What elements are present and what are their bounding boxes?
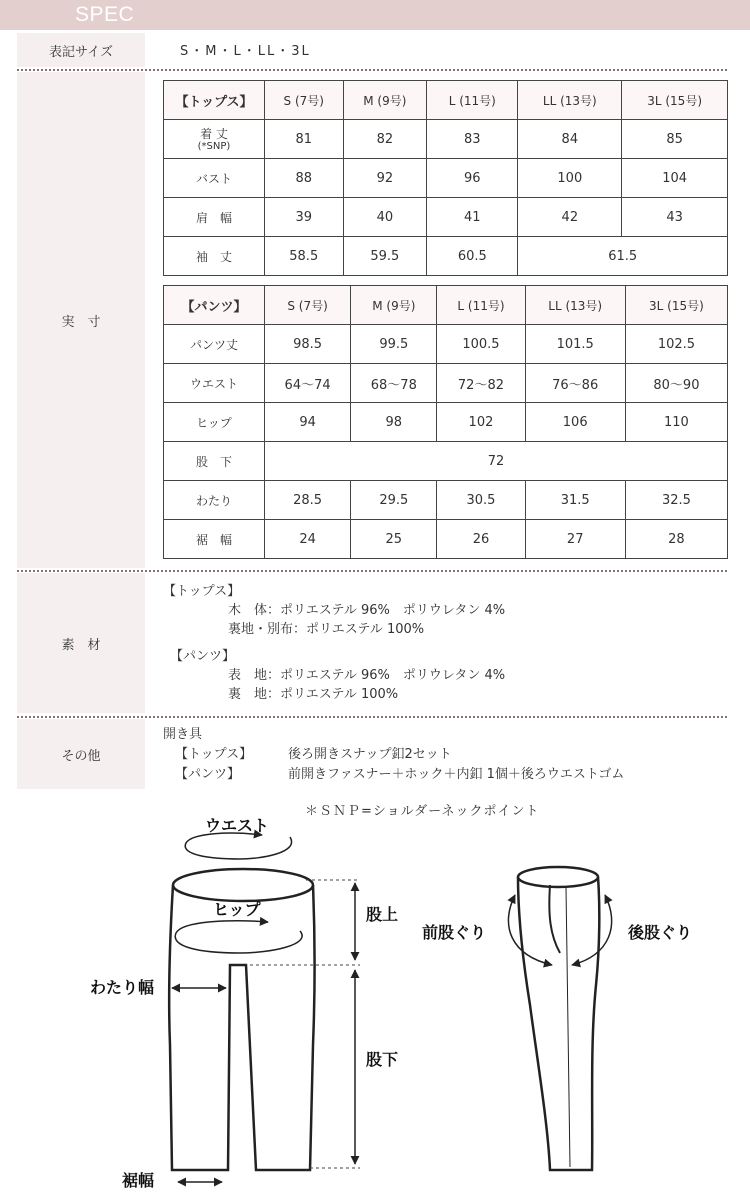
row-label: 肩 幅 xyxy=(164,198,265,237)
table-cell: 88 xyxy=(265,159,344,198)
table-row xyxy=(164,481,728,520)
table-cell: 106 xyxy=(525,403,625,442)
row-label: わたり xyxy=(164,481,265,520)
hip-arrow xyxy=(175,921,302,953)
table-cell: 80〜90 xyxy=(625,364,727,403)
table-cell: 102.5 xyxy=(625,325,727,364)
table-cell: 84 xyxy=(518,120,622,159)
material-tops-title: 【トップス】 xyxy=(163,584,241,599)
row-label: ウエスト xyxy=(164,364,265,403)
table-cell: 28.5 xyxy=(265,481,351,520)
row-label: パンツ丈 xyxy=(164,325,265,364)
table-cell: 39 xyxy=(265,198,344,237)
table-cell: 83 xyxy=(427,120,518,159)
table-cell: 59.5 xyxy=(343,237,427,276)
pants-table-title: 【パンツ】 xyxy=(164,286,265,325)
table-cell: 94 xyxy=(265,403,351,442)
material-tops-line1: 木 体：ポリエステル 96% ポリウレタン 4% xyxy=(228,603,506,618)
table-cell: 24 xyxy=(265,520,351,559)
guide-lines xyxy=(250,880,360,1168)
rise-text: 股上 xyxy=(366,905,399,924)
table-cell: 64〜74 xyxy=(265,364,351,403)
pants-side-illustration xyxy=(518,867,599,1170)
closure-pants-label: 【パンツ】 xyxy=(175,767,241,782)
inseam-text: 股下 xyxy=(366,1050,399,1069)
column-header: LL (13号) xyxy=(525,286,625,325)
closure-tops-value: 後ろ開きスナップ釦2セット xyxy=(288,747,452,762)
table-cell: 29.5 xyxy=(351,481,437,520)
table-cell: 31.5 xyxy=(525,481,625,520)
table-cell: 104 xyxy=(622,159,728,198)
spec-title: SPEC xyxy=(75,3,135,26)
table-row xyxy=(164,364,728,403)
column-header: S (7号) xyxy=(265,286,351,325)
column-header: M (9号) xyxy=(343,81,427,120)
closure-pants-value: 前開きファスナー＋ホック＋内釦 1個＋後ろウエストゴム xyxy=(288,767,625,782)
column-header: L (11号) xyxy=(437,286,525,325)
tops-table-title: 【トップス】 xyxy=(164,81,265,120)
table-cell: 99.5 xyxy=(351,325,437,364)
front-rise-arrow xyxy=(508,895,552,965)
table-row xyxy=(164,520,728,559)
row-label: 股 下 xyxy=(164,442,265,481)
column-header: LL (13号) xyxy=(518,81,622,120)
row-label: 袖 丈 xyxy=(164,237,265,276)
divider xyxy=(17,69,727,71)
table-cell: 43 xyxy=(622,198,728,237)
closure-title: 開き具 xyxy=(163,727,203,742)
column-header: 3L (15号) xyxy=(625,286,727,325)
column-header: M (9号) xyxy=(351,286,437,325)
table-row xyxy=(164,159,728,198)
table-cell: 102 xyxy=(437,403,525,442)
spec-header xyxy=(0,0,750,30)
table-cell: 82 xyxy=(343,120,427,159)
table-cell: 81 xyxy=(265,120,344,159)
table-cell: 41 xyxy=(427,198,518,237)
tops-size-table xyxy=(163,80,728,276)
table-row xyxy=(164,198,728,237)
front-rise-text: 前股ぐり xyxy=(422,923,487,942)
snp-sublabel: (*SNP) xyxy=(197,140,231,152)
table-cell: 98.5 xyxy=(265,325,351,364)
table-cell: 30.5 xyxy=(437,481,525,520)
material-pants-line1: 表 地：ポリエステル 96% ポリウレタン 4% xyxy=(228,668,506,683)
table-cell: 72〜82 xyxy=(437,364,525,403)
table-row xyxy=(164,403,728,442)
table-cell: 100.5 xyxy=(437,325,525,364)
thigh-text: わたり幅 xyxy=(90,978,155,997)
divider xyxy=(17,570,727,572)
material-pants-line2: 裏 地：ポリエステル 100% xyxy=(228,687,399,702)
table-cell: 27 xyxy=(525,520,625,559)
table-cell: 68〜78 xyxy=(351,364,437,403)
side-seam xyxy=(566,887,570,1167)
table-cell: 26 xyxy=(437,520,525,559)
actual-size-label: 実 寸 xyxy=(17,72,145,568)
material-pants-title: 【パンツ】 xyxy=(170,649,236,664)
row-label: 裾 幅 xyxy=(164,520,265,559)
snp-note: ＊ＳＮＰ=ショルダーネックポイント xyxy=(305,804,540,819)
table-cell: 32.5 xyxy=(625,481,727,520)
table-row xyxy=(164,325,728,364)
table-cell: 98 xyxy=(351,403,437,442)
waist-text: ウエスト xyxy=(205,816,270,835)
table-cell: 40 xyxy=(343,198,427,237)
table-row xyxy=(164,237,728,276)
table-cell: 58.5 xyxy=(265,237,344,276)
table-cell: 72 xyxy=(265,442,728,481)
column-header: S (7号) xyxy=(265,81,344,120)
table-cell: 96 xyxy=(427,159,518,198)
divider xyxy=(17,716,727,718)
table-cell: 25 xyxy=(351,520,437,559)
pants-measurement-diagram xyxy=(0,795,750,1200)
table-row xyxy=(164,120,728,159)
hem-text: 裾幅 xyxy=(122,1171,155,1190)
material-label: 素 材 xyxy=(17,573,145,713)
table-cell: 92 xyxy=(343,159,427,198)
waist-arrow xyxy=(185,833,291,859)
table-cell: 60.5 xyxy=(427,237,518,276)
table-cell: 110 xyxy=(625,403,727,442)
size-label: 表記サイズ xyxy=(17,33,145,67)
table-row xyxy=(164,442,728,481)
table-cell: 76〜86 xyxy=(525,364,625,403)
table-cell: 100 xyxy=(518,159,622,198)
column-header: 3L (15号) xyxy=(622,81,728,120)
table-cell: 28 xyxy=(625,520,727,559)
hip-text: ヒップ xyxy=(213,900,261,919)
material-tops-line2: 裏地・別布：ポリエステル 100% xyxy=(228,622,425,637)
length-label: 着 丈 xyxy=(200,126,228,141)
table-cell: 42 xyxy=(518,198,622,237)
row-label xyxy=(164,120,265,159)
back-rise-arrow xyxy=(572,895,612,965)
pants-size-table xyxy=(163,285,728,559)
table-cell: 101.5 xyxy=(525,325,625,364)
row-label: バスト xyxy=(164,159,265,198)
other-label: その他 xyxy=(17,719,145,789)
table-cell: 85 xyxy=(622,120,728,159)
closure-tops-label: 【トップス】 xyxy=(175,747,253,762)
row-label: ヒップ xyxy=(164,403,265,442)
table-cell: 61.5 xyxy=(518,237,728,276)
size-value: S・M・L・LL・3L xyxy=(180,44,311,59)
column-header: L (11号) xyxy=(427,81,518,120)
back-rise-text: 後股ぐり xyxy=(628,923,693,942)
